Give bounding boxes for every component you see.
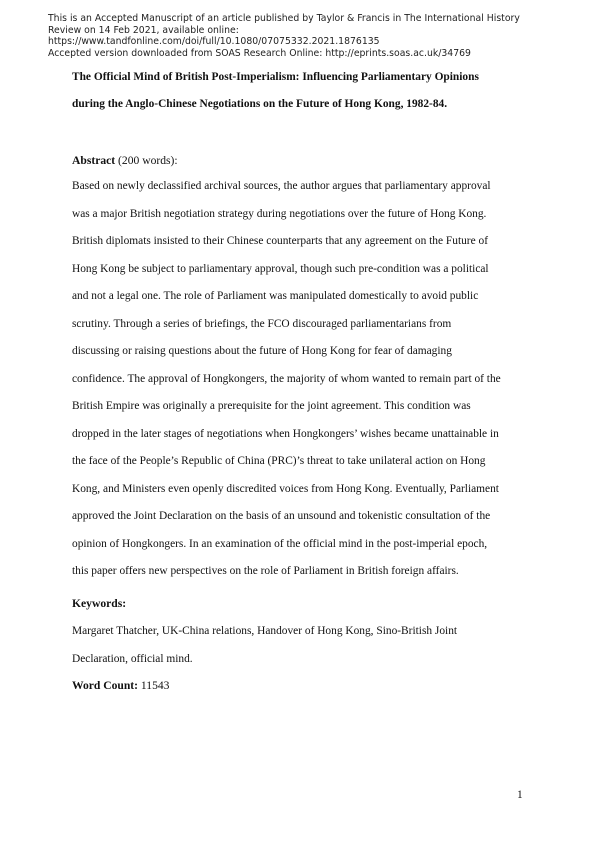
abstract-line: and not a legal one. The role of Parliament was manipulated domestically to avoid public	[72, 290, 479, 302]
abstract-word-note: (200 words):	[115, 154, 178, 167]
keywords-heading: Keywords:	[72, 597, 127, 610]
abstract-line: the face of the People’s Republic of China (PRC)’s threat to take unilateral action on Hong	[72, 455, 486, 467]
abstract-line: dropped in the later stages of negotiations when Hongkongers’ wishes became unattainable in	[72, 427, 499, 440]
header-note-line: https://www.tandfonline.com/doi/full/10.1080/07075332.2021.1876135	[48, 36, 380, 47]
abstract-body	[72, 179, 532, 592]
abstract-line: approved the Joint Declaration on the basis of an unsound and tokenistic consultation of the	[72, 510, 491, 522]
abstract-line: British Empire was originally a prerequisite for the joint agreement. This condition was	[72, 400, 471, 412]
word-count-label: Word Count:	[72, 679, 139, 692]
word-count	[72, 679, 169, 692]
abstract-heading-label: Abstract	[72, 154, 116, 167]
paper-title-line-2: during the Anglo-Chinese Negotiations on the Future of Hong Kong, 1982-84.	[72, 98, 448, 110]
keywords-line: Margaret Thatcher, UK-China relations, Handover of Hong Kong, Sino-British Joint	[72, 625, 458, 637]
abstract-line: confidence. The approval of Hongkongers, the majority of whom wanted to remain part of the	[72, 372, 501, 385]
keywords-body	[72, 624, 532, 679]
abstract-line: British diplomats insisted to their Chinese counterparts that any agreement on the Future of	[72, 235, 488, 247]
header-note-line: Review on 14 Feb 2021, available online:	[48, 24, 239, 36]
abstract-line: opinion of Hongkongers. In an examination of the official mind in the post-imperial epoch,	[72, 537, 488, 550]
abstract-line: Hong Kong be subject to parliamentary approval, though such pre-condition was a political	[72, 262, 489, 275]
abstract-line: was a major British negotiation strategy during negotiations over the future of Hong Kong.	[72, 207, 487, 220]
abstract-line: Kong, and Ministers even openly discredited voices from Hong Kong. Eventually, Parliament	[72, 482, 499, 495]
header-note-line: This is an Accepted Manuscript of an article published by Taylor & Francis in The International History	[48, 13, 520, 24]
abstract-line: discussing or raising questions about the future of Hong Kong for fear of damaging	[72, 345, 452, 357]
keywords-line: Declaration, official mind.	[72, 652, 193, 665]
abstract-line: this paper offers new perspectives on the role of Parliament in British foreign affairs.	[72, 565, 459, 577]
header-note-line: Accepted version downloaded from SOAS Research Online: http://eprints.soas.ac.uk/34769	[48, 47, 471, 59]
manuscript-header-note	[48, 13, 568, 59]
paper-title-line-1: The Official Mind of British Post-Imperialism: Influencing Parliamentary Opinions	[72, 71, 479, 83]
page-number: 1	[517, 789, 523, 801]
abstract-line: scrutiny. Through a series of briefings, the FCO discouraged parliamentarians from	[72, 317, 452, 330]
abstract-heading	[72, 154, 178, 167]
abstract-line: Based on newly declassified archival sources, the author argues that parliamentary approval	[72, 180, 491, 192]
word-count-value: 11543	[138, 679, 170, 692]
